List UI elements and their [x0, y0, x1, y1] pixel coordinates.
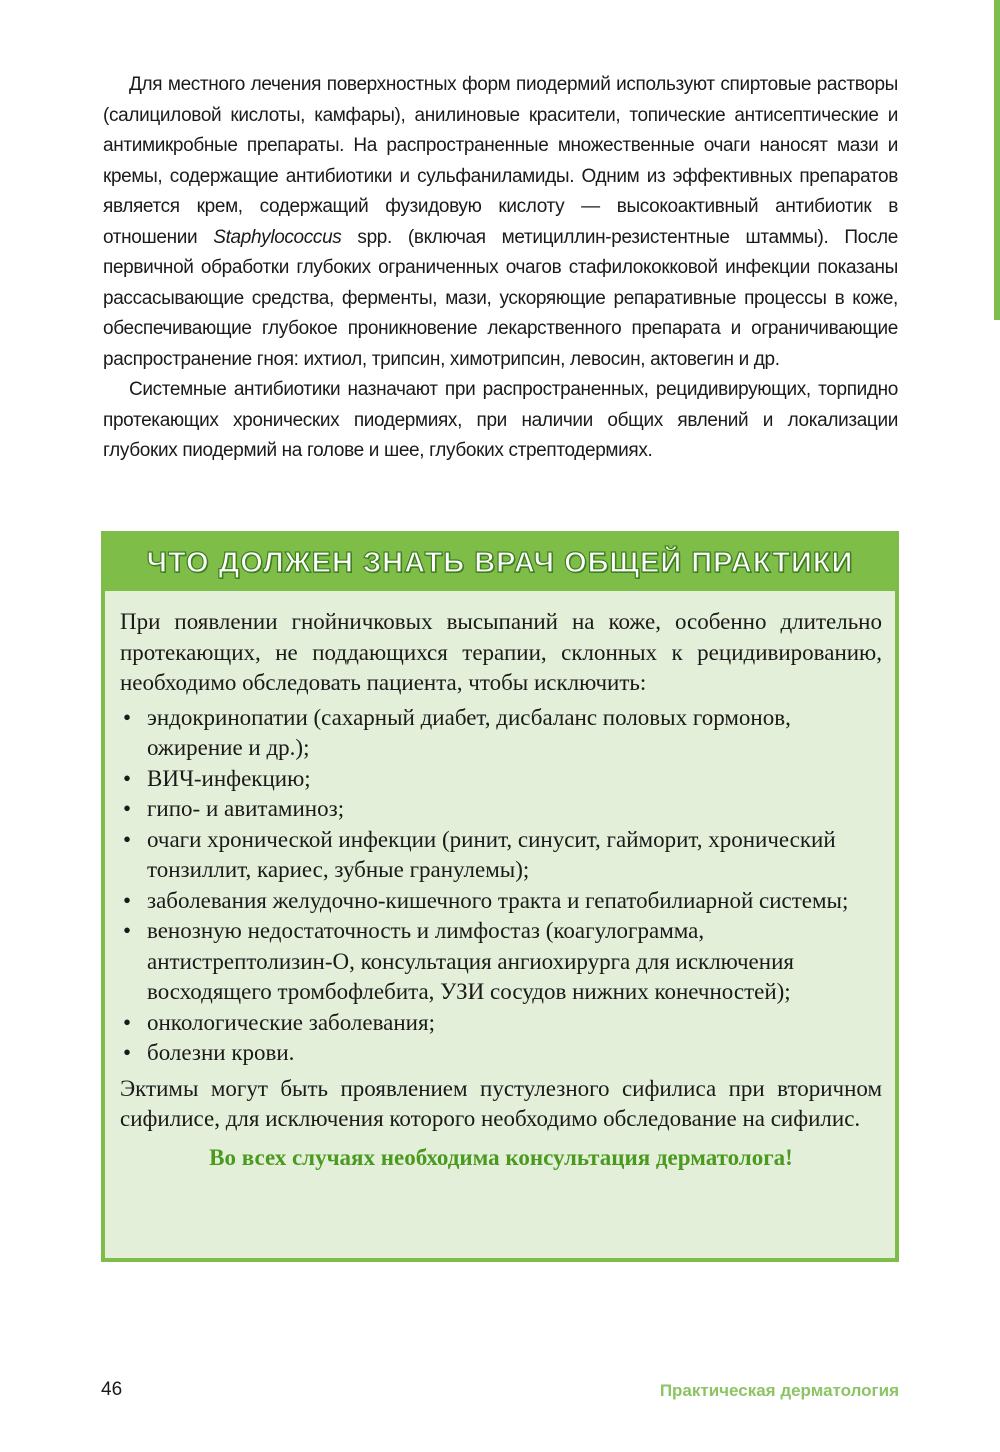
- bullet-icon: •: [123, 796, 132, 821]
- box-outro: Эктимы могут быть проявлением пустулезного сифилиса при вторичном сифилисе, для исключения которого необходимо обследование на сифилис.: [120, 1075, 882, 1131]
- list-item-text: онкологические заболевания;: [147, 1009, 435, 1035]
- list-item: [120, 1008, 882, 1039]
- list-item-text: очаги хронической инфекции (ринит, синусит, гайморит, хронический тонзиллит, кариес, зубные гранулемы);: [147, 826, 836, 882]
- box-title: ЧТО ДОЛЖЕН ЗНАТЬ ВРАЧ ОБЩЕЙ ПРАКТИКИ: [146, 546, 854, 579]
- list-item: [120, 886, 882, 917]
- list-item: [120, 825, 882, 886]
- list-item-text: заболевания желудочно-кишечного тракта и гепатобилиарной системы;: [147, 887, 849, 913]
- bullet-icon: •: [123, 826, 132, 852]
- exclusion-list: [120, 703, 882, 1069]
- bullet-icon: •: [123, 704, 132, 730]
- bullet-icon: •: [123, 918, 132, 943]
- text-run: spp. (включая метициллин-резистентные штаммы). После первичной обработки глубоких ограниченных очагов стафилококковой инфекции показаны рассасывающие средства, ферменты, мази, ускоряющие репаративные процессы в коже, обеспечивающие глубокое проникновение лекарственного препарата и ограничивающие распространение гноя: ихтиол, трипсин, химотрипсин, левосин, актовегин и др.: [103, 226, 898, 370]
- page-edge-marker: [994, 0, 1000, 320]
- list-item-text: эндокринопатии (сахарный диабет, дисбаланс половых гормонов, ожирение и др.);: [147, 704, 791, 760]
- list-item: [120, 764, 882, 795]
- box-intro: При появлении гнойничковых высыпаний на коже, особенно длительно протекающих, не поддающихся терапии, склонных к рецидивированию, необходимо обследовать пациента, чтобы исключить:: [120, 609, 882, 695]
- bullet-icon: •: [123, 1040, 132, 1065]
- paragraph: [103, 375, 898, 467]
- bullet-icon: •: [123, 1009, 132, 1035]
- list-item-text: ВИЧ-инфекцию;: [147, 765, 311, 791]
- box-header: [105, 535, 895, 591]
- box-footer-note: Во всех случаях необходима консультация дерматолога!: [209, 1144, 793, 1170]
- italic-term: Staphylococcus: [213, 226, 342, 248]
- bullet-icon: •: [123, 765, 132, 791]
- main-text: [103, 70, 898, 467]
- list-item: [120, 916, 882, 1008]
- box-body: [105, 591, 895, 1173]
- list-item: [120, 794, 882, 825]
- page-number: 46: [101, 1379, 123, 1400]
- text-run: Для местного лечения поверхностных форм пиодермий используют спиртовые растворы (салициловой кислоты, камфары), анилиновые красители, топические антисептические и антимикробные препараты. На распространенные множественные очаги наносят мази и кремы, содержащие антибиотики и сульфаниламиды. Одним из эффективных препаратов является крем, содержащий фузидовую кислоту — высокоактивный антибиотик в отношении: [103, 74, 898, 248]
- list-item: [120, 1038, 882, 1069]
- gp-info-box: [101, 531, 899, 1262]
- text-run: Системные антибиотики назначают при распространенных, рецидивирующих, торпидно протекающих хронических пиодермиях, при наличии общих явлений и локализации глубоких пиодермий на голове и шее, глубоких стрептодермиях.: [103, 379, 898, 461]
- list-item-text: венозную недостаточность и лимфостаз (коагулограмма, антистрептолизин-О, консультация ангиохирурга для исключения восходящего тромбофлебита, УЗИ сосудов нижних конечностей);: [147, 918, 794, 1004]
- running-title: Практическая дерматология: [659, 1381, 899, 1400]
- list-item: [120, 703, 882, 764]
- paragraph: [103, 70, 898, 375]
- bullet-icon: •: [123, 887, 132, 913]
- list-item-text: болезни крови.: [147, 1040, 295, 1065]
- list-item-text: гипо- и авитаминоз;: [147, 796, 345, 821]
